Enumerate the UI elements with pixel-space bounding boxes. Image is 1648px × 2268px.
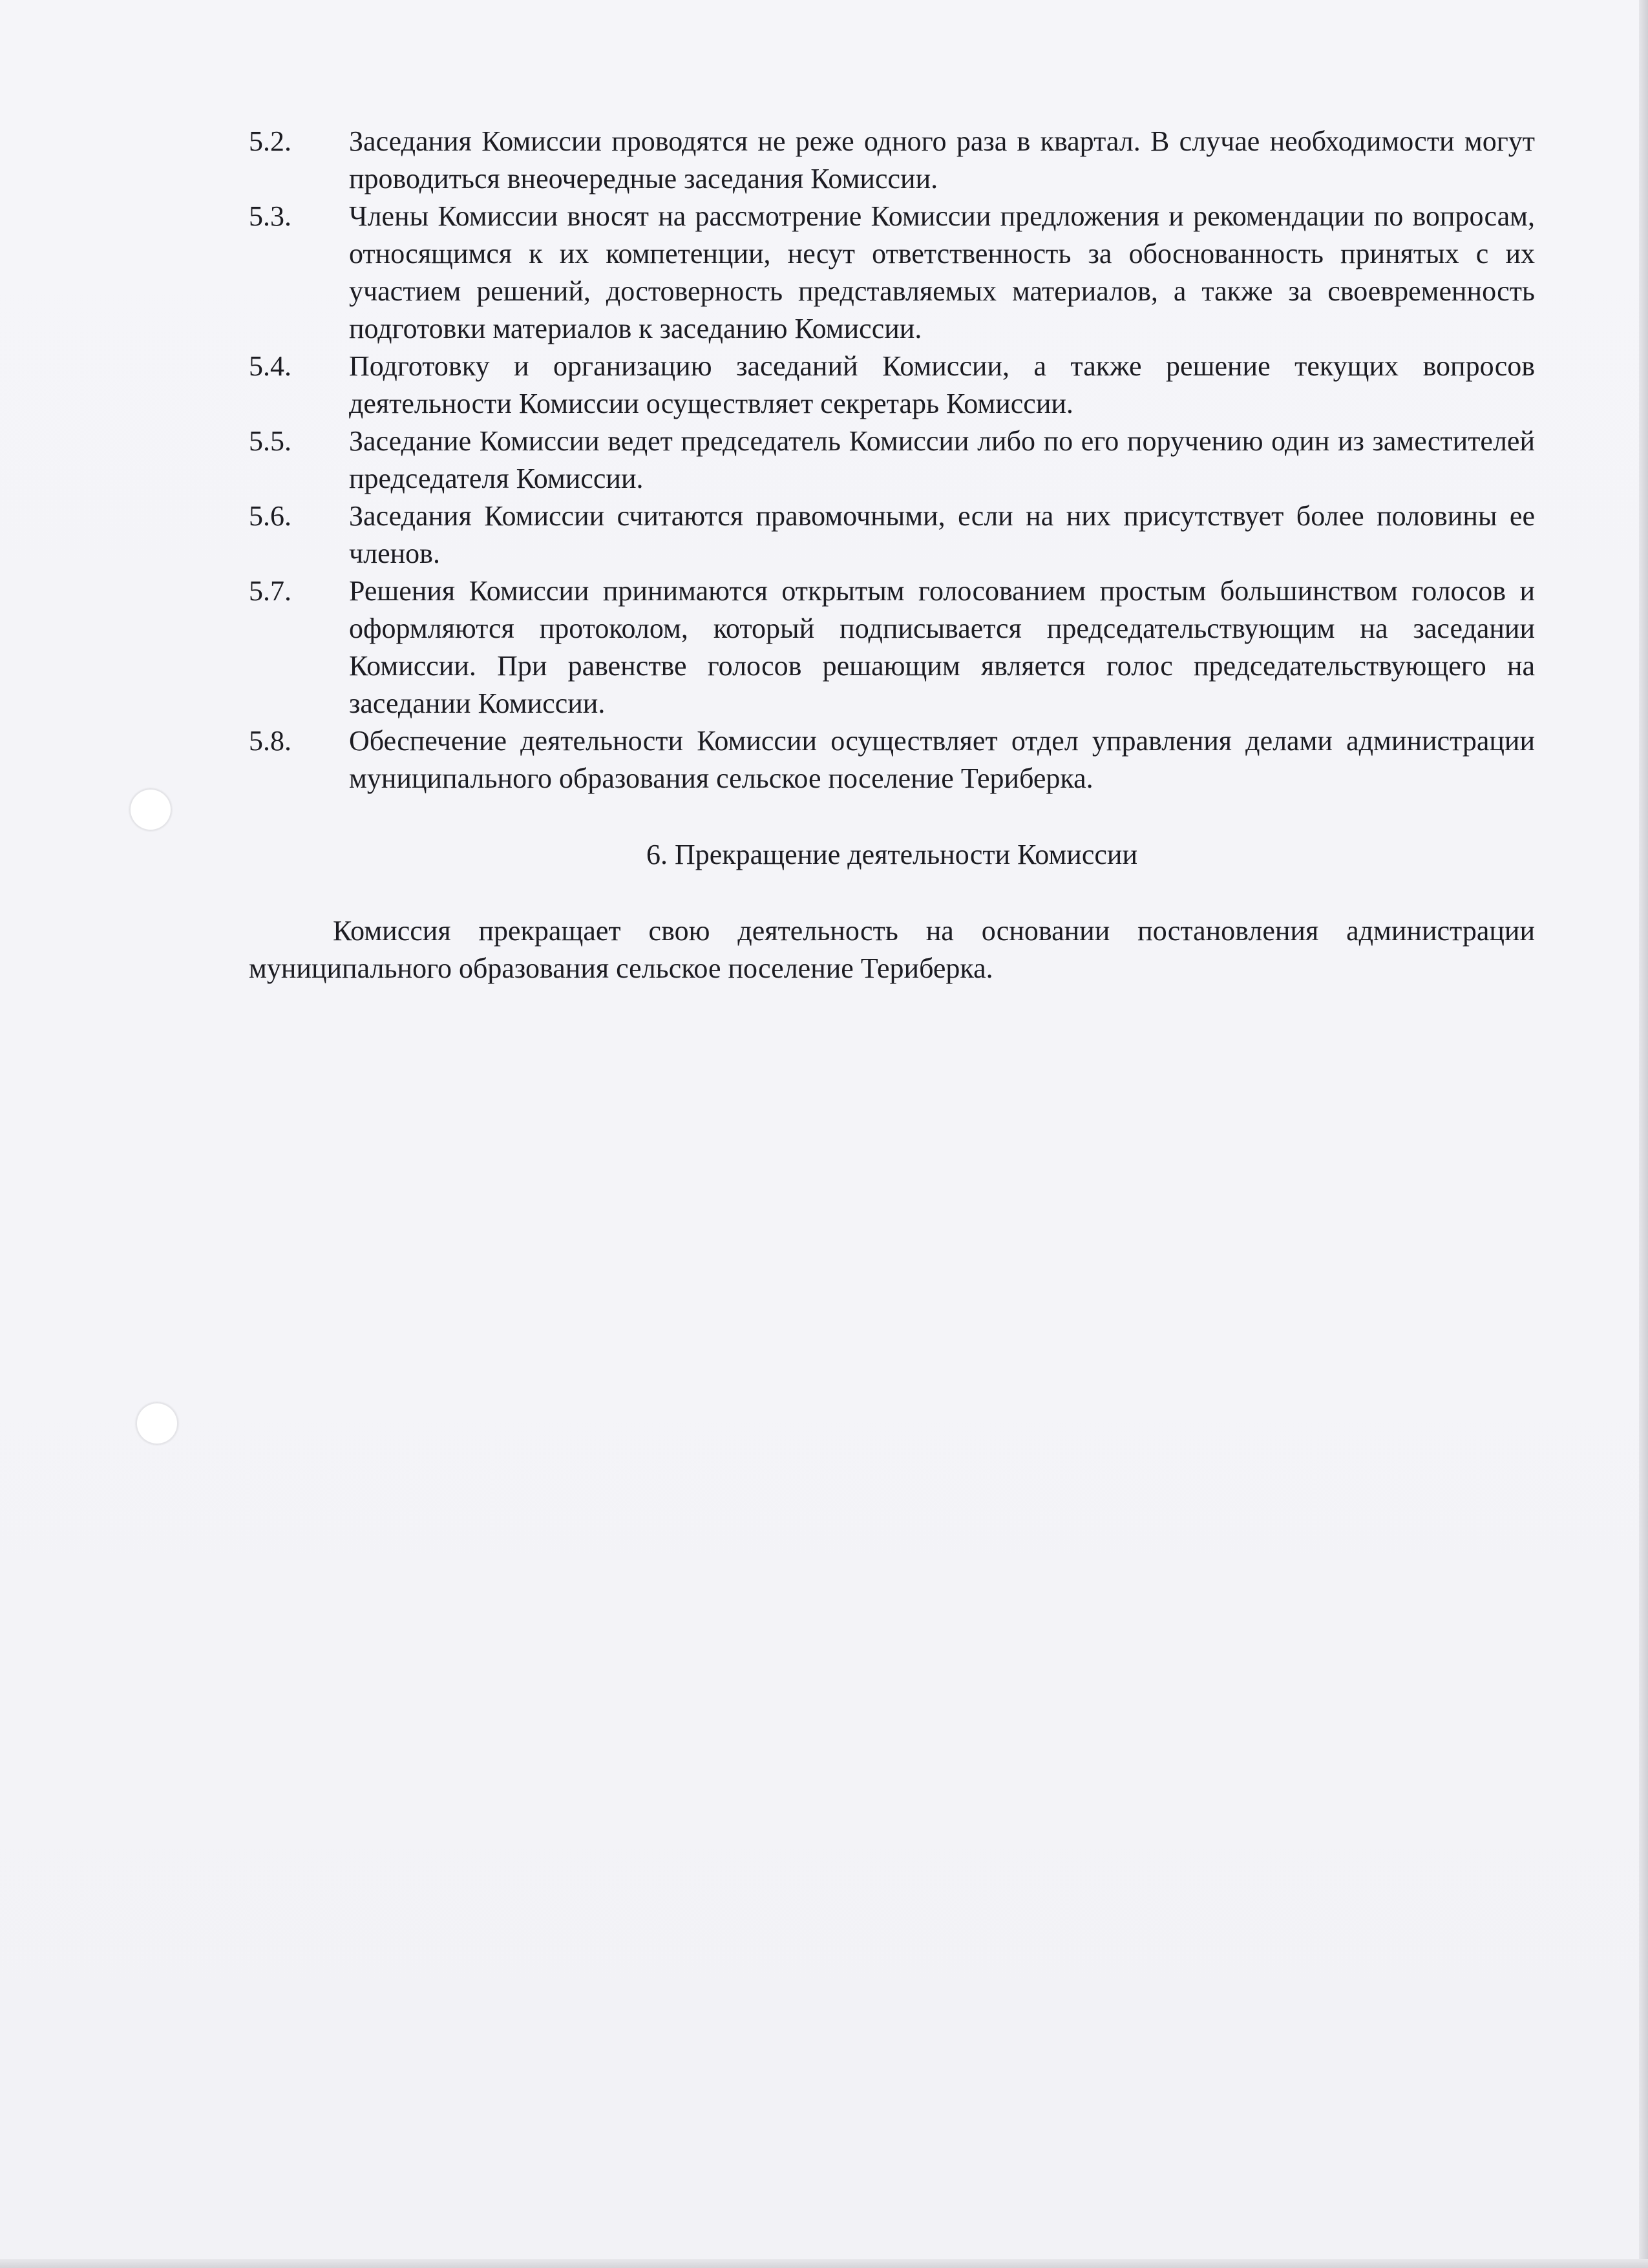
page-edge-bottom [0,2259,1648,2268]
page-edge-right [1639,0,1648,2268]
list-item-5-4 [249,348,1535,423]
list-item-5-3 [249,198,1535,348]
item-text: Решения Комиссии принимаются открытым голосованием простым большинством голосов и оформляются протоколом, который подписывается председательствующим на заседании Комиссии. При равенстве голосов решающим является голос председательствующего на заседании Комиссии. [349,575,1535,719]
item-text: Члены Комиссии вносят на рассмотрение Комиссии предложения и рекомендации по вопросам, относящимся к их компетенции, несут ответственность за обоснованность принятых с их участием решений, достоверность представляемых материалов, а также за своевременность подготовки материалов к заседанию Комиссии. [349,200,1535,344]
item-text: Подготовку и организацию заседаний Комиссии, а также решение текущих вопросов деятельности Комиссии осуществляет секретарь Комиссии. [349,350,1535,419]
item-number: 5.6. [249,500,291,532]
item-text: Обеспечение деятельности Комиссии осуществляет отдел управления делами администрации муниципального образования сельское поселение Териберка. [349,725,1535,794]
list-item-5-5 [249,423,1535,498]
punch-hole [136,1402,178,1445]
item-number: 5.2. [249,125,291,157]
numbered-list [249,123,1535,797]
item-number: 5.5. [249,425,291,457]
item-text: Заседания Комиссии проводятся не реже одного раза в квартал. В случае необходимости могут проводиться внеочередные заседания Комиссии. [349,125,1535,194]
item-number: 5.3. [249,200,291,232]
section-heading: 6. Прекращение деятельности Комиссии [646,839,1137,870]
document-body [249,123,1535,1016]
closing-paragraph: Комиссия прекращает свою деятельность на основании постановления администрации муниципального образования сельское поселение Териберка. [249,915,1535,984]
item-text: Заседания Комиссии считаются правомочными, если на них присутствует более половины ее членов. [349,500,1535,569]
list-item-5-8 [249,722,1535,797]
punch-hole [129,788,172,831]
item-number: 5.8. [249,725,291,757]
list-item-5-2 [249,123,1535,198]
list-item-5-7 [249,572,1535,722]
list-item-5-6 [249,498,1535,572]
item-text: Заседание Комиссии ведет председатель Комиссии либо по его поручению один из заместителей председателя Комиссии. [349,425,1535,494]
item-number: 5.4. [249,350,291,382]
item-number: 5.7. [249,575,291,607]
